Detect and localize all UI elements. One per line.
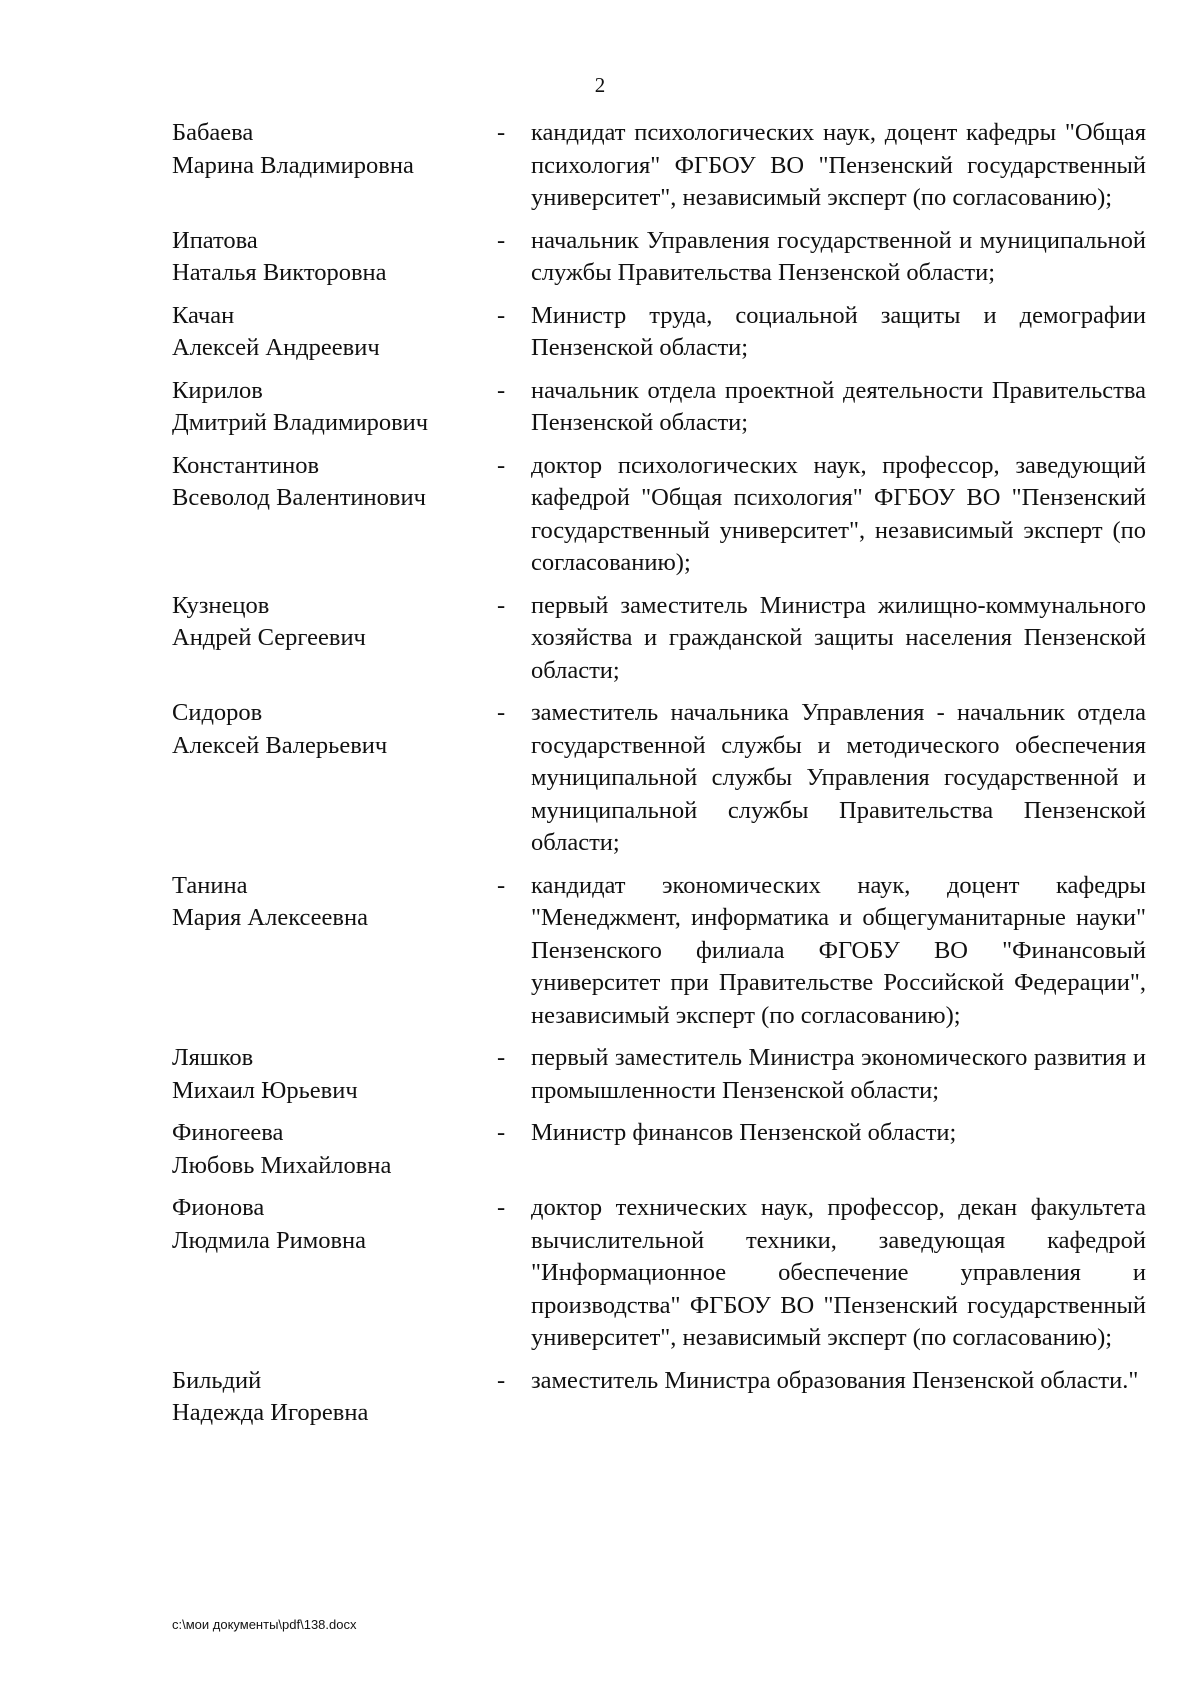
member-surname: Константинов [172,451,320,479]
dash-separator: - [497,376,506,404]
dash-separator: - [497,699,506,726]
dash-separator: - [497,1044,506,1071]
page-number: 2 [594,73,606,97]
member-position: кандидат психологических наук, доцент кафедры "Общая психология" ФГБОУ ВО "Пензенский государственный университет", независимый эксперт (по согласованию); [531,119,1146,211]
member-entry [172,117,1146,215]
member-entry [172,1117,1146,1182]
member-surname: Кирилов [172,376,263,404]
dash-separator: - [497,451,506,479]
member-given-name: Дмитрий Владимирович [172,409,429,436]
member-name [172,590,497,655]
member-given-name: Алексей Валерьевич [172,731,388,759]
member-given-name: Наталья Викторовна [172,259,387,286]
member-entry [172,450,1146,580]
member-surname: Ляшков [172,1044,254,1071]
file-path-footer: c:\мои документы\pdf\138.docx [172,1617,357,1632]
member-entry [172,1042,1146,1107]
member-given-name: Надежда Игоревна [172,1399,369,1426]
dash-separator: - [497,301,506,329]
dash-separator: - [497,1366,506,1394]
member-name [172,870,497,935]
member-surname: Финогеева [172,1119,284,1146]
member-entry [172,590,1146,688]
member-position: доктор технических наук, профессор, декан факультета вычислительной техники, заведующая кафедрой "Информационное обеспечение управления и производства" ФГБОУ ВО "Пензенский государственный университет", независимый эксперт (по согласованию); [531,1194,1146,1351]
member-name [172,300,497,365]
member-surname: Фионова [172,1194,265,1221]
member-name [172,117,497,182]
dash-separator: - [497,591,506,619]
member-entry [172,225,1146,290]
member-surname: Танина [172,871,248,899]
member-name [172,375,497,440]
member-position: первый заместитель Министра жилищно-коммунального хозяйства и гражданской защиты населения Пензенской области; [531,591,1146,684]
member-name [172,1365,497,1430]
member-surname: Бабаева [172,119,254,146]
member-position: Министр труда, социальной защиты и демографии Пензенской области; [531,301,1146,361]
member-position: доктор психологических наук, профессор, заведующий кафедрой "Общая психология" ФГБОУ ВО "Пензенский государственный университет", независимый эксперт (по согласованию); [531,451,1146,576]
member-entry [172,1192,1146,1355]
dash-separator: - [497,1194,506,1221]
member-position: начальник отдела проектной деятельности Правительства Пензенской области; [531,376,1146,436]
member-position: начальник Управления государственной и муниципальной службы Правительства Пензенской области; [531,226,1146,286]
member-position: Министр финансов Пензенской области; [531,1119,957,1146]
member-name [172,1117,497,1182]
dash-separator: - [497,1119,506,1146]
dash-separator: - [497,871,506,899]
member-entry [172,375,1146,440]
member-name [172,1192,497,1257]
member-position: кандидат экономических наук, доцент кафедры "Менеджмент, информатика и общегуманитарные науки" Пензенского филиала ФГОБУ ВО "Финансовый университет при Правительстве Российской Федерации", независимый эксперт (по согласованию); [531,871,1146,1029]
member-name [172,225,497,290]
member-surname: Сидоров [172,699,263,726]
member-entry [172,870,1146,1033]
member-given-name: Михаил Юрьевич [172,1076,358,1104]
dash-separator: - [497,226,506,254]
member-given-name: Алексей Андреевич [172,334,380,361]
member-surname: Бильдий [172,1366,262,1394]
member-entry [172,1365,1146,1430]
member-given-name: Мария Алексеевна [172,904,368,931]
member-surname: Ипатова [172,226,258,254]
member-given-name: Андрей Сергеевич [172,624,366,651]
member-position: первый заместитель Министра экономического развития и промышленности Пензенской области; [531,1044,1146,1104]
member-name [172,450,497,515]
dash-separator: - [497,119,506,146]
member-surname: Кузнецов [172,591,270,619]
commission-members-list [172,117,1146,1430]
member-given-name: Всеволод Валентинович [172,484,426,511]
member-given-name: Марина Владимировна [172,151,414,179]
member-entry [172,697,1146,860]
member-surname: Качан [172,301,235,329]
member-given-name: Любовь Михайловна [172,1151,392,1179]
member-name [172,1042,497,1107]
member-position: заместитель начальника Управления - начальник отдела государственной службы и методического обеспечения муниципальной службы Управления государственной и муниципальной службы Правительства Пензенской области; [531,699,1146,856]
member-entry [172,300,1146,365]
member-position: заместитель Министра образования Пензенской области." [531,1366,1139,1394]
member-name [172,697,497,762]
member-given-name: Людмила Римовна [172,1226,367,1254]
